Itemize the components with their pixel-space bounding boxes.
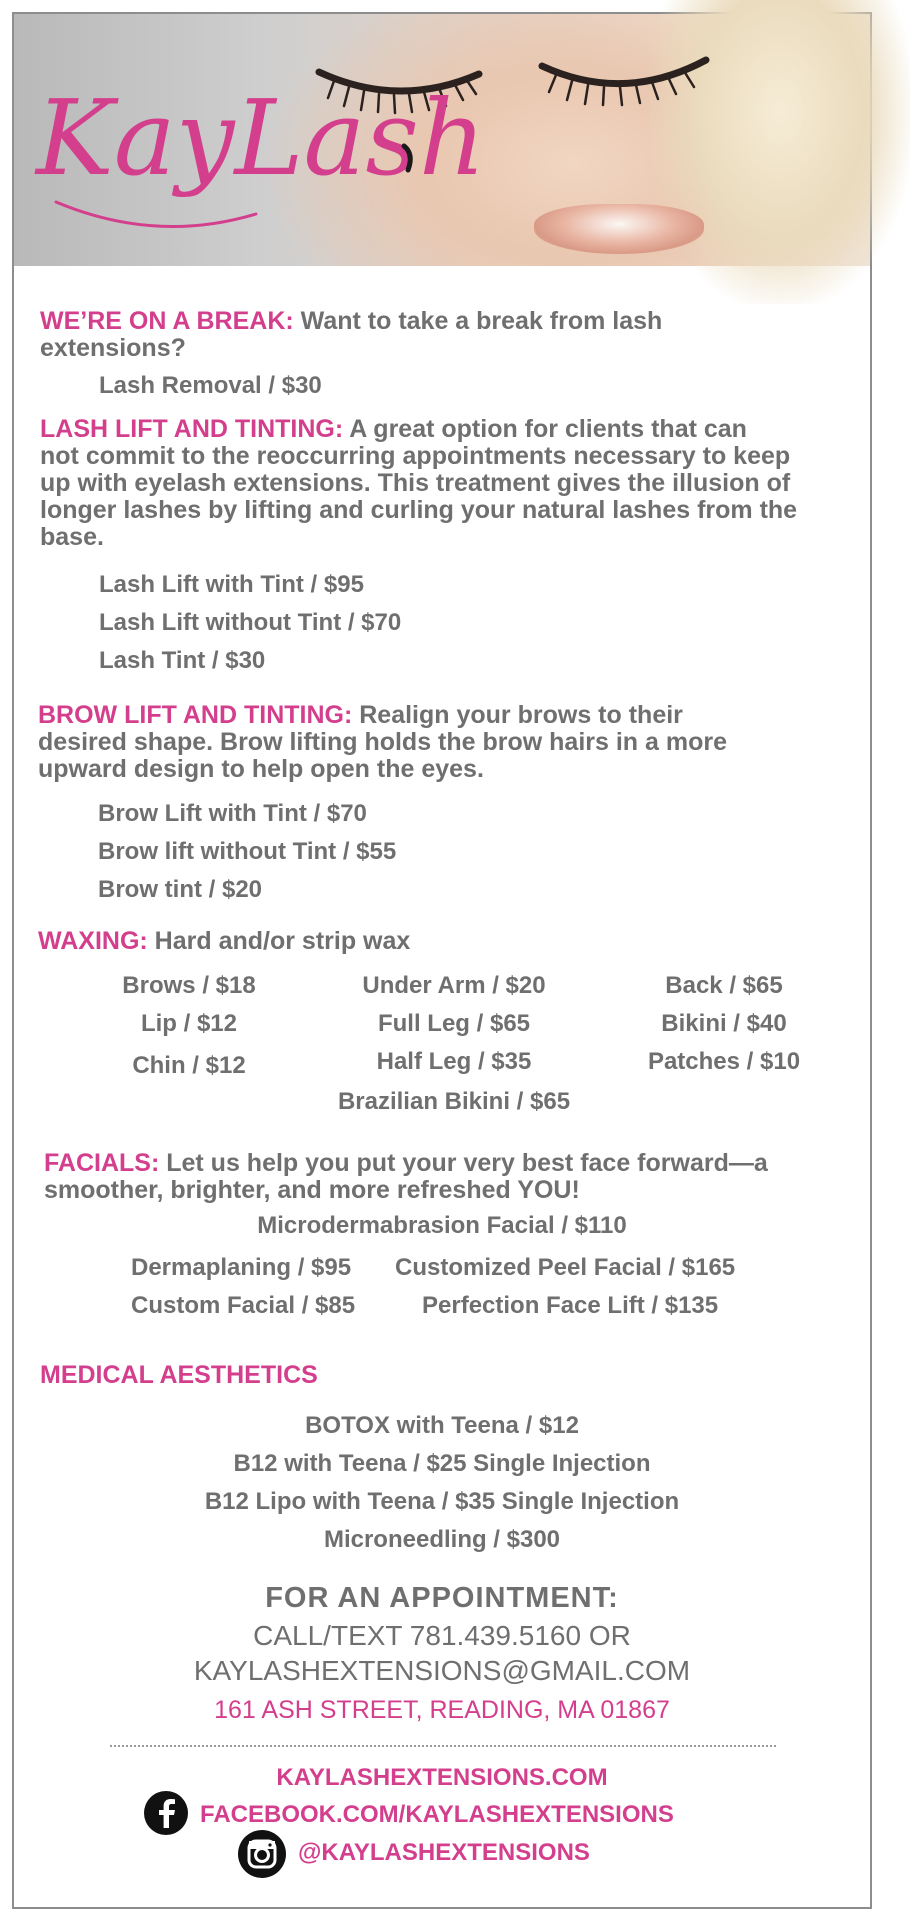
right-eye [534,42,714,106]
lash-tint-item: Lash Tint / $30 [99,647,266,674]
facials-section [44,1150,864,1204]
wax-lip: Lip / $12 [140,1010,238,1037]
wax-bikini: Bikini / $40 [661,1010,787,1037]
instagram-icon [238,1830,286,1878]
wax-patches: Patches / $10 [647,1048,801,1075]
break-lead-1: Want to take a break from lash [300,307,663,335]
brow-lift-lead-1: Realign your brows to their [359,701,683,729]
lash-lift-lead-2: not commit to the reoccurring appointments necessary to keep [40,442,791,470]
wax-brows: Brows / $18 [122,972,256,999]
lash-lift-heading: LASH LIFT AND TINTING: [40,415,344,443]
website-link[interactable]: KAYLASHEXTENSIONS.COM [276,1764,608,1791]
lash-lift-no-tint-item: Lash Lift without Tint / $70 [99,609,402,636]
dermaplaning-item: Dermaplaning / $95 [131,1254,352,1281]
facebook-link[interactable]: FACEBOOK.COM/KAYLASHEXTENSIONS [200,1801,674,1828]
peel-facial-item: Customized Peel Facial / $165 [395,1254,736,1281]
waxing-heading: WAXING: [38,927,148,955]
brow-lift-no-tint-item: Brow lift without Tint / $55 [98,838,397,865]
face-lift-item: Perfection Face Lift / $135 [422,1292,719,1319]
botox-item: BOTOX with Teena / $12 [305,1412,579,1439]
brow-lift-lead-3: upward design to help open the eyes. [38,755,484,783]
wax-half-leg: Half Leg / $35 [376,1048,532,1075]
break-section [40,308,850,362]
b12-item: B12 with Teena / $25 Single Injection [233,1450,651,1477]
brow-lift-section [38,702,858,783]
lips [534,204,704,254]
lash-lift-lead-4: longer lashes by lifting and curling your natural lashes from the [40,496,798,524]
microneedling-item: Microneedling / $300 [323,1526,561,1553]
wax-back: Back / $65 [665,972,783,999]
lash-lift-lead-1: A great option for clients that can [349,415,747,443]
wax-full-leg: Full Leg / $65 [377,1010,531,1037]
wax-chin: Chin / $12 [132,1052,246,1079]
address: 161 ASH STREET, READING, MA 01867 [214,1696,670,1724]
facebook-icon [144,1791,188,1835]
lash-lift-section [40,416,860,551]
brow-tint-item: Brow tint / $20 [98,876,263,903]
menu-card [12,12,872,1909]
appointment-email: KAYLASHEXTENSIONS@GMAIL.COM [193,1655,691,1686]
brow-lift-lead-2: desired shape. Brow lifting holds the brow hairs in a more [38,728,728,756]
logo-text: KayLash [36,77,486,199]
lash-lift-lead-5: base. [40,523,104,551]
appointment-title: FOR AN APPOINTMENT: [265,1582,619,1614]
lash-lift-lead-3: up with eyelash extensions. This treatment gives the illusion of [40,469,791,497]
appointment-phone: CALL/TEXT 781.439.5160 OR [253,1620,631,1651]
facials-lead-1: Let us help you put your very best face forward—a [166,1149,768,1177]
dotted-divider [110,1745,776,1747]
instagram-link[interactable]: @KAYLASHEXTENSIONS [298,1839,590,1866]
facials-lead-2: smoother, brighter, and more refreshed YOU! [44,1176,580,1204]
break-lead-2: extensions? [40,334,186,362]
brow-lift-heading: BROW LIFT AND TINTING: [38,701,353,729]
hero-photo [14,14,870,266]
wax-under-arm: Under Arm / $20 [362,972,546,999]
brow-lift-tint-item: Brow Lift with Tint / $70 [98,800,367,827]
kaylash-logo [36,54,486,244]
waxing-section [38,928,858,955]
wax-brazilian: Brazilian Bikini / $65 [337,1088,571,1115]
microdermabrasion-item: Microdermabrasion Facial / $110 [257,1212,627,1239]
custom-facial-item: Custom Facial / $85 [131,1292,356,1319]
break-heading: WE’RE ON A BREAK: [40,307,294,335]
waxing-lead: Hard and/or strip wax [154,927,411,955]
lash-lift-tint-item: Lash Lift with Tint / $95 [99,571,364,598]
facials-heading: FACIALS: [44,1149,160,1177]
b12-lipo-item: B12 Lipo with Teena / $35 Single Injection [204,1488,680,1515]
medical-heading: MEDICAL AESTHETICS [40,1361,318,1389]
lash-removal-item: Lash Removal / $30 [99,372,322,399]
